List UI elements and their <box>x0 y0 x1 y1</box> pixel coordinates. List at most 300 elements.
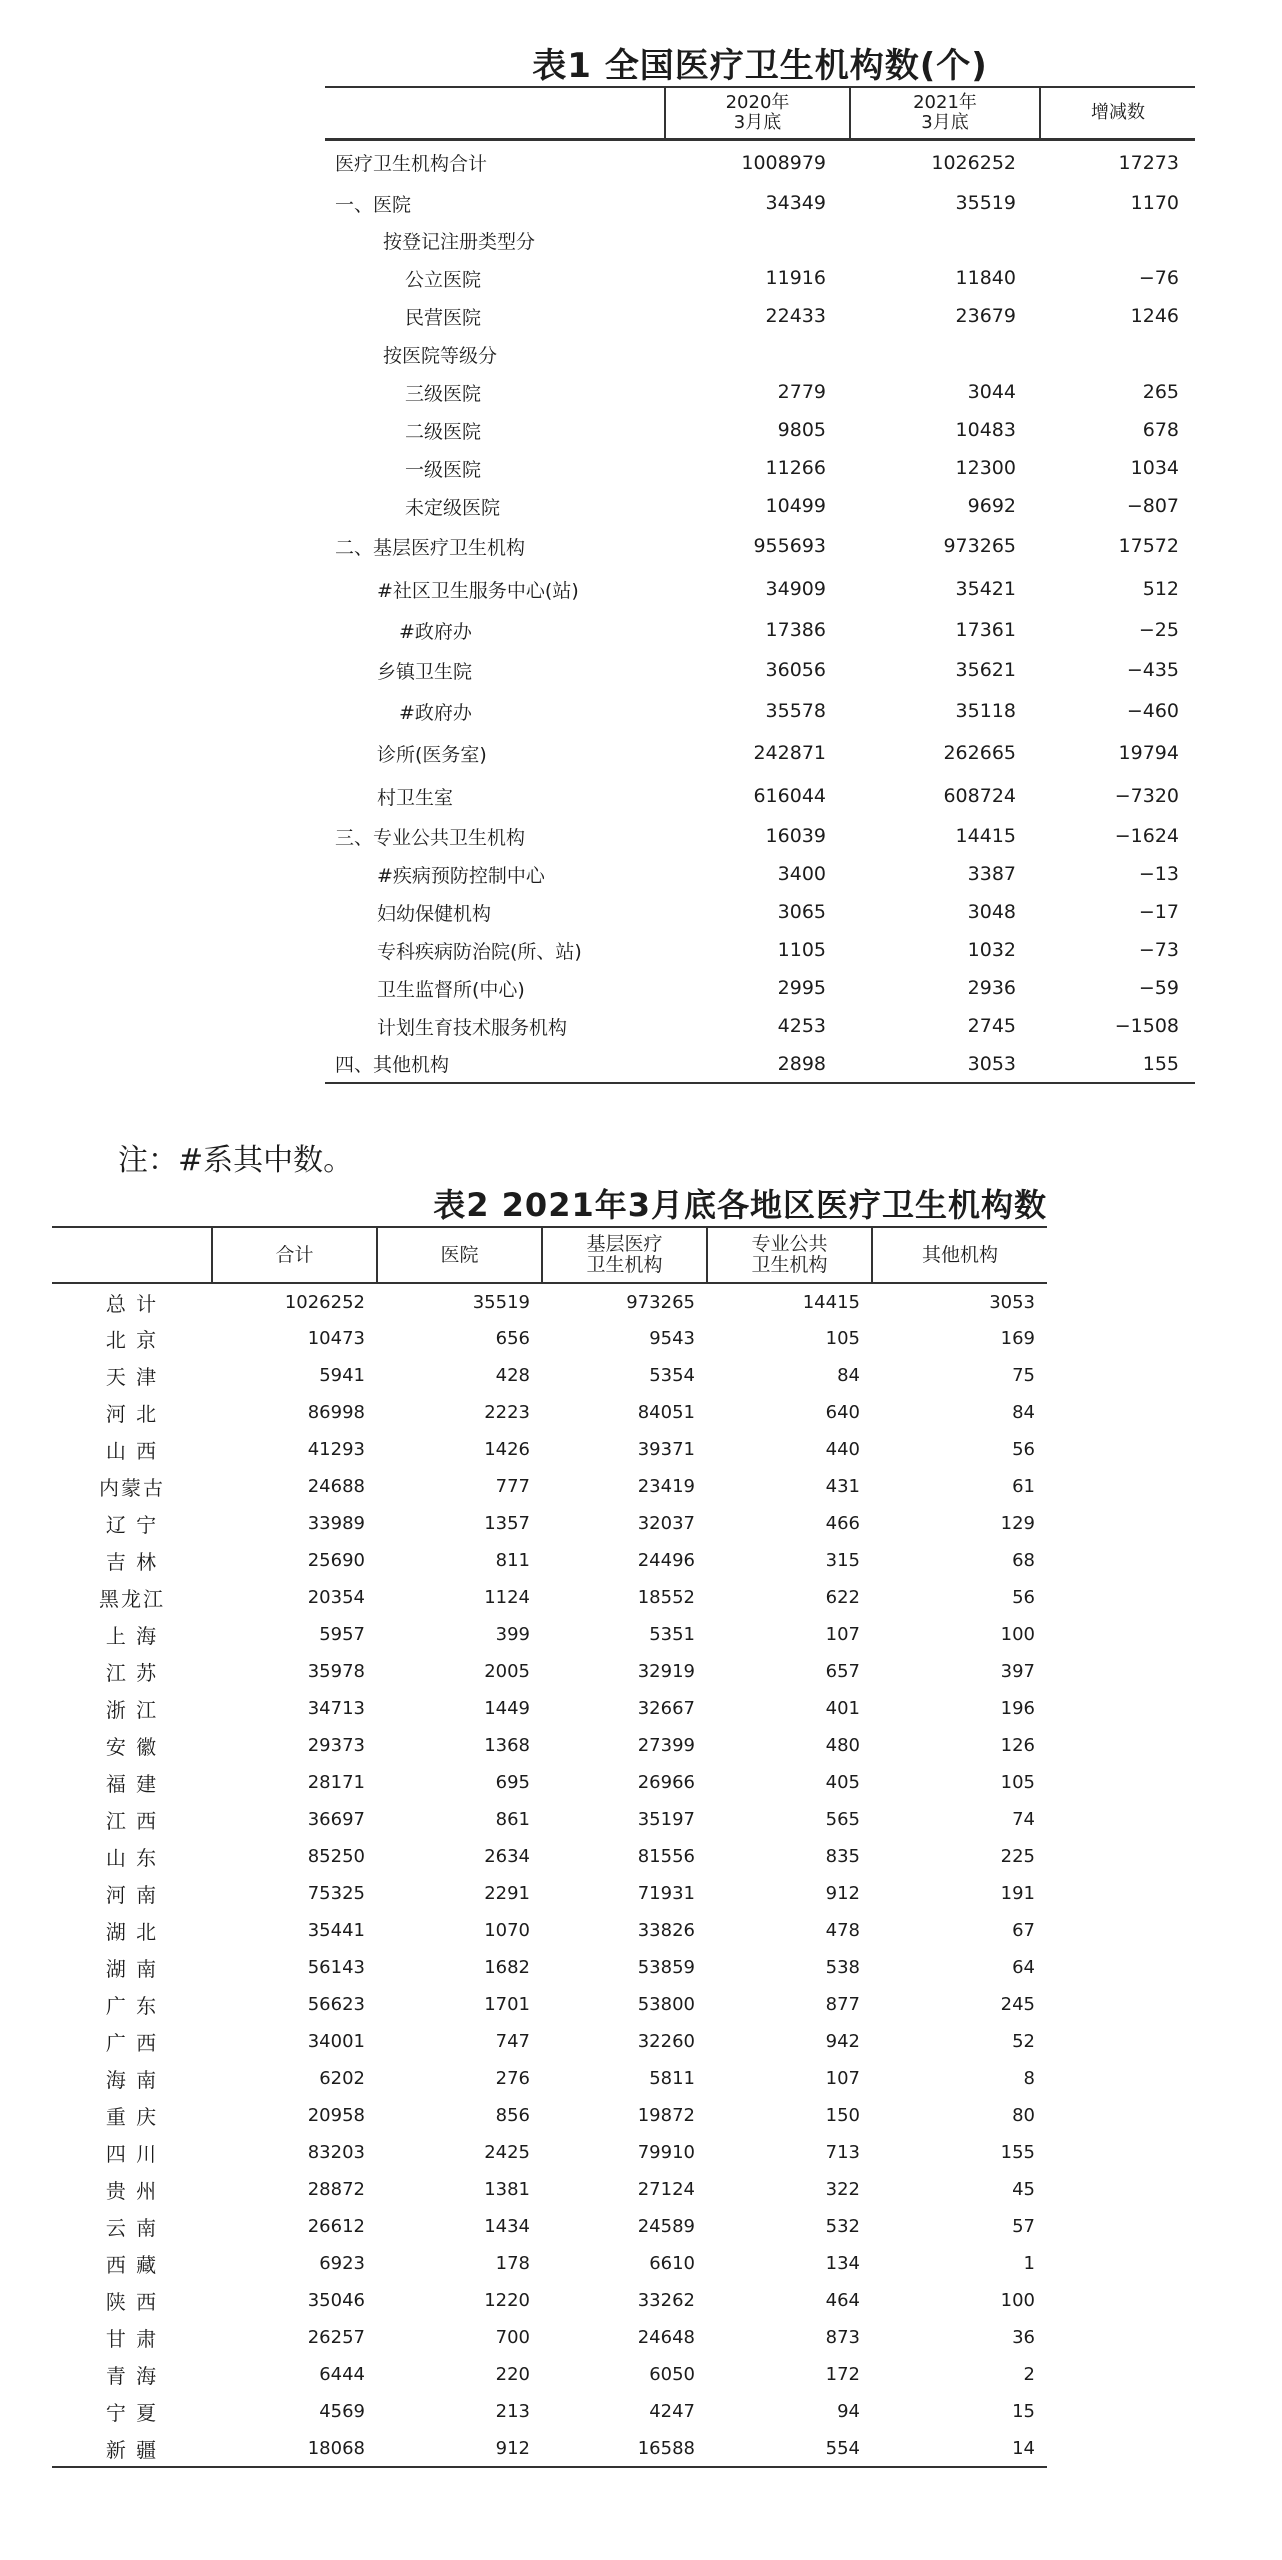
table2-row-region: 青 海 <box>105 2364 159 2388</box>
table1-row <box>325 487 1195 525</box>
table2-cell-public: 172 <box>825 2364 860 2385</box>
table2-cell-hospital: 1220 <box>484 2290 530 2311</box>
table1-row-label: 二级医院 <box>405 420 482 443</box>
table1-row-label: 三、专业公共卫生机构 <box>335 826 526 849</box>
table1-cell-diff: 1034 <box>1130 457 1179 479</box>
table2-row-region: 江 西 <box>105 1809 159 1833</box>
table2-row <box>52 2430 1047 2467</box>
table1-cell-2020: 17386 <box>765 619 826 641</box>
table1-row <box>325 731 1195 775</box>
table2-cell-primary: 16588 <box>542 2430 707 2467</box>
table2-cell-primary: 33262 <box>637 2290 695 2311</box>
table1-cell-2021: 35519 <box>955 192 1016 214</box>
table2-title: 表2 2021年3月底各地区医疗卫生机构数 <box>433 1186 1047 1224</box>
table2-cell-total: 41293 <box>307 1439 365 1460</box>
table2-cell-total: 75325 <box>307 1883 365 1904</box>
table2-cell-primary: 71931 <box>637 1883 695 1904</box>
table2-cell-public: 94 <box>837 2401 860 2422</box>
table1-row <box>325 297 1195 335</box>
table1-cell-2020: 4253 <box>777 1015 826 1037</box>
table2-cell-public: 912 <box>825 1883 860 1904</box>
table1-row-label: #政府办 <box>399 701 472 724</box>
table1-row <box>325 931 1195 969</box>
table2-cell-total: 56143 <box>307 1957 365 1978</box>
table2-row-region: 甘 肃 <box>105 2327 159 2351</box>
table1-row <box>325 185 1195 221</box>
table2-cell-other: 68 <box>1012 1550 1035 1571</box>
table1-row-label: 一、医院 <box>335 193 412 216</box>
table2-row-region: 总 计 <box>105 1291 159 1316</box>
table2-cell-primary: 39371 <box>637 1439 695 1460</box>
table2-cell-public: 431 <box>825 1476 860 1497</box>
table2-cell-hospital: 695 <box>495 1772 530 1793</box>
table2-cell-hospital: 861 <box>495 1809 530 1830</box>
table2-cell-public: 478 <box>825 1920 860 1941</box>
footnote: 注：#系其中数。 <box>118 1143 354 1178</box>
table1-cell-2021: 23679 <box>955 305 1016 327</box>
table1-row-label: 计划生育技术服务机构 <box>377 1016 568 1039</box>
table1-cell-diff: 155 <box>1040 1045 1195 1083</box>
table2-cell-primary: 5811 <box>649 2068 695 2089</box>
table2-row <box>52 1283 1047 1320</box>
table1-header-diff: 增减数 <box>1040 87 1195 139</box>
table2-header-hospital: 医院 <box>377 1227 542 1283</box>
table1-cell-2021: 17361 <box>955 619 1016 641</box>
table1-row-label: 妇幼保健机构 <box>377 902 492 925</box>
table1-row <box>325 335 1195 373</box>
table2-cell-other: 74 <box>1012 1809 1035 1830</box>
table2-cell-primary: 4247 <box>649 2401 695 2422</box>
table2-cell-primary: 18552 <box>637 1587 695 1608</box>
table2-header-public: 专业公共 卫生机构 <box>707 1227 872 1283</box>
table2-cell-hospital: 220 <box>495 2364 530 2385</box>
table2-cell-hospital: 1381 <box>484 2179 530 2200</box>
table2-row-region: 浙 江 <box>105 1698 159 1722</box>
table1-row-label: 三级医院 <box>405 382 482 405</box>
table2-cell-primary: 24496 <box>637 1550 695 1571</box>
table1-cell-2020: 1105 <box>777 939 826 961</box>
table2-cell-hospital: 747 <box>495 2031 530 2052</box>
table2-cell-public: 640 <box>825 1402 860 1423</box>
table2-row-region: 广 西 <box>105 2031 159 2055</box>
table2-cell-hospital: 213 <box>495 2401 530 2422</box>
table2-row-region: 河 北 <box>105 1402 159 1426</box>
table2-cell-hospital: 2291 <box>484 1883 530 1904</box>
table2-cell-other: 2 <box>1023 2364 1035 2385</box>
table2-cell-hospital: 1434 <box>484 2216 530 2237</box>
table1-cell-2020: 2898 <box>665 1045 850 1083</box>
table1-cell-2020: 1008979 <box>741 151 826 174</box>
table2-cell-public: 14415 <box>802 1291 860 1313</box>
table2-row-region: 山 东 <box>105 1846 159 1870</box>
table1-cell-diff: −76 <box>1138 267 1179 289</box>
table2-row <box>52 1801 1047 1838</box>
table2-row <box>52 1986 1047 2023</box>
table2-row-region: 西 藏 <box>105 2253 159 2277</box>
table2-cell-primary: 27124 <box>637 2179 695 2200</box>
table2-row-region: 重 庆 <box>105 2105 159 2129</box>
table1-cell-diff <box>1040 221 1195 259</box>
table2-row <box>52 1690 1047 1727</box>
table2-cell-total: 26257 <box>307 2327 365 2348</box>
table2-cell-other: 100 <box>1000 1624 1035 1645</box>
table2-row <box>52 2097 1047 2134</box>
table2-cell-other: 191 <box>1000 1883 1035 1904</box>
table1-row <box>325 1007 1195 1045</box>
table2-row-region: 吉 林 <box>105 1550 159 1574</box>
table2-cell-public: 401 <box>825 1698 860 1719</box>
table2-cell-hospital: 399 <box>495 1624 530 1645</box>
table2-cell-primary: 19872 <box>637 2105 695 2126</box>
table1-cell-2021: 973265 <box>943 535 1016 557</box>
table2-cell-hospital: 2005 <box>484 1661 530 1682</box>
table2-cell-public: 942 <box>825 2031 860 2052</box>
table2-cell-total: 25690 <box>307 1550 365 1571</box>
table2-cell-other: 126 <box>1000 1735 1035 1756</box>
table2-row <box>52 1542 1047 1579</box>
table2-row-region: 陕 西 <box>105 2290 159 2314</box>
table2-cell-primary: 32919 <box>637 1661 695 1682</box>
table2-cell-hospital: 856 <box>495 2105 530 2126</box>
table2-cell-total: 6923 <box>319 2253 365 2274</box>
table2-row <box>52 1431 1047 1468</box>
table2-cell-hospital: 1701 <box>484 1994 530 2015</box>
table2-cell-public: 84 <box>837 1365 860 1386</box>
table2-cell-other: 67 <box>1012 1920 1035 1941</box>
table1-row <box>325 893 1195 931</box>
table1-row-label: #疾病预防控制中心 <box>377 864 545 887</box>
table1-cell-2020: 616044 <box>753 785 826 807</box>
table2-cell-total: 6202 <box>319 2068 365 2089</box>
table2-header-primary: 基层医疗 卫生机构 <box>542 1227 707 1283</box>
table2-cell-public: 657 <box>825 1661 860 1682</box>
table2-cell-primary: 24589 <box>637 2216 695 2237</box>
table1-cell-diff: −59 <box>1138 977 1179 999</box>
table2-row <box>52 2319 1047 2356</box>
table2-cell-total: 34713 <box>307 1698 365 1719</box>
table2-cell-primary: 53800 <box>637 1994 695 2015</box>
table1-cell-2021: 35621 <box>955 659 1016 681</box>
table2-cell-public: 466 <box>825 1513 860 1534</box>
table2-header-row <box>52 1227 1047 1283</box>
table2-cell-other: 155 <box>1000 2142 1035 2163</box>
table1-cell-2020 <box>665 221 850 259</box>
table2-row-region: 湖 南 <box>105 1957 159 1981</box>
table1-cell-diff: −73 <box>1138 939 1179 961</box>
table1-cell-diff: 17273 <box>1118 151 1179 174</box>
table1-cell-diff: 265 <box>1142 381 1179 403</box>
table1-cell-diff: 512 <box>1142 578 1179 600</box>
table2-cell-other: 169 <box>1000 1328 1035 1349</box>
table2-cell-total: 28872 <box>307 2179 365 2200</box>
table1-cell-2021 <box>850 221 1040 259</box>
table1-row-label: 乡镇卫生院 <box>377 660 473 683</box>
table2-cell-total: 35978 <box>307 1661 365 1682</box>
table2-cell-total: 4569 <box>319 2401 365 2422</box>
table2-row-region: 山 西 <box>105 1439 159 1463</box>
table2-row-region: 内蒙古 <box>99 1476 165 1500</box>
table2-row <box>52 1764 1047 1801</box>
table2-row <box>52 1875 1047 1912</box>
table1-cell-2020: 35578 <box>765 700 826 722</box>
table2-row-region: 黑龙江 <box>99 1587 165 1611</box>
table2-cell-hospital: 2223 <box>484 1402 530 1423</box>
table2-cell-total: 35046 <box>307 2290 365 2311</box>
table2-cell-other: 196 <box>1000 1698 1035 1719</box>
table1-cell-diff: −17 <box>1138 901 1179 923</box>
table1-header-2020: 2020年 3月底 <box>665 87 850 139</box>
table2-row <box>52 1505 1047 1542</box>
table1-row-label: 医疗卫生机构合计 <box>335 153 488 176</box>
table2-cell-other: 129 <box>1000 1513 1035 1534</box>
table1-row-label: 二、基层医疗卫生机构 <box>335 536 526 559</box>
table2-header-other: 其他机构 <box>872 1227 1047 1283</box>
table1-cell-2020: 36056 <box>765 659 826 681</box>
table2-cell-public: 315 <box>825 1550 860 1571</box>
table1-cell-2021: 608724 <box>943 785 1016 807</box>
table2-cell-other: 15 <box>1012 2401 1035 2422</box>
table1-row-label: 诊所(医务室) <box>377 743 487 766</box>
table2-cell-hospital: 2634 <box>484 1846 530 1867</box>
table1-row <box>325 649 1195 691</box>
table2-cell-total: 83203 <box>307 2142 365 2163</box>
table2-cell-other: 80 <box>1012 2105 1035 2126</box>
table2-cell-total: 18068 <box>212 2430 377 2467</box>
table2-cell-hospital: 1070 <box>484 1920 530 1941</box>
table2-cell-public: 105 <box>825 1328 860 1349</box>
table1-row <box>325 525 1195 567</box>
table1-cell-2020: 2779 <box>777 381 826 403</box>
table2-cell-other: 225 <box>1000 1846 1035 1867</box>
table2-cell-hospital: 428 <box>495 1365 530 1386</box>
table1-row <box>325 221 1195 259</box>
table2 <box>52 1226 1047 2468</box>
table2-row <box>52 2023 1047 2060</box>
table1-row-label: 未定级医院 <box>405 496 501 519</box>
table1-cell-2021: 12300 <box>955 457 1016 479</box>
table1-row <box>325 691 1195 731</box>
table2-cell-hospital: 1426 <box>484 1439 530 1460</box>
table2-cell-public: 877 <box>825 1994 860 2015</box>
table2-cell-other: 64 <box>1012 1957 1035 1978</box>
table2-cell-other: 100 <box>1000 2290 1035 2311</box>
table2-row-region: 天 津 <box>105 1365 159 1389</box>
table2-cell-primary: 5351 <box>649 1624 695 1645</box>
table1-cell-diff: 19794 <box>1118 742 1179 764</box>
table2-row-region: 云 南 <box>105 2216 159 2240</box>
table1-cell-2020: 3400 <box>777 863 826 885</box>
table1-cell-2021: 35118 <box>955 700 1016 722</box>
table1-header-row <box>325 87 1195 139</box>
table2-cell-total: 85250 <box>307 1846 365 1867</box>
table1-cell-2020: 10499 <box>765 495 826 517</box>
table2-cell-primary: 84051 <box>637 1402 695 1423</box>
table1-cell-2021: 3048 <box>967 901 1016 923</box>
table1-cell-diff: 17572 <box>1118 535 1179 557</box>
table2-row <box>52 1468 1047 1505</box>
table2-cell-other: 36 <box>1012 2327 1035 2348</box>
table2-row-region: 湖 北 <box>105 1920 159 1944</box>
table2-cell-hospital: 276 <box>495 2068 530 2089</box>
table2-cell-primary: 35197 <box>637 1809 695 1830</box>
table2-cell-other: 245 <box>1000 1994 1035 2015</box>
table2-cell-hospital: 912 <box>377 2430 542 2467</box>
table1-row <box>325 969 1195 1007</box>
table1-cell-2020: 16039 <box>765 825 826 847</box>
table2-row-region: 福 建 <box>105 1772 159 1796</box>
table1-cell-2021: 14415 <box>955 825 1016 847</box>
table1-row-label: 公立医院 <box>405 268 482 291</box>
table1-cell-2020: 34909 <box>765 578 826 600</box>
table1-row-label: 一级医院 <box>405 458 482 481</box>
table2-cell-total: 33989 <box>307 1513 365 1534</box>
table1-cell-diff: −7320 <box>1114 785 1179 807</box>
table1-cell-2020: 22433 <box>765 305 826 327</box>
table1-title: 表1 全国医疗卫生机构数(个) <box>532 46 988 86</box>
table1-cell-diff: −25 <box>1138 619 1179 641</box>
table2-row <box>52 1838 1047 1875</box>
table1-cell-2021 <box>850 335 1040 373</box>
table2-row-region: 上 海 <box>105 1624 159 1648</box>
table2-row <box>52 2245 1047 2282</box>
table2-row-region: 江 苏 <box>105 1661 159 1685</box>
table2-cell-primary: 26966 <box>637 1772 695 1793</box>
table2-row <box>52 1579 1047 1616</box>
table2-cell-hospital: 811 <box>495 1550 530 1571</box>
table1-cell-2021: 9692 <box>967 495 1016 517</box>
table1-cell-2021: 2745 <box>967 1015 1016 1037</box>
table2-cell-public: 405 <box>825 1772 860 1793</box>
table2-cell-total: 6444 <box>319 2364 365 2385</box>
table1-row <box>325 775 1195 817</box>
table2-cell-public: 554 <box>707 2430 872 2467</box>
table2-cell-total: 26612 <box>307 2216 365 2237</box>
table2-row <box>52 2282 1047 2319</box>
table1-row-label: 四、其他机构 <box>325 1045 665 1083</box>
table2-cell-other: 45 <box>1012 2179 1035 2200</box>
table2-row <box>52 1949 1047 1986</box>
table2-cell-public: 713 <box>825 2142 860 2163</box>
table2-header-total: 合计 <box>212 1227 377 1283</box>
table2-cell-primary: 6610 <box>649 2253 695 2274</box>
table2-cell-total: 34001 <box>307 2031 365 2052</box>
table1-row <box>325 411 1195 449</box>
table2-cell-total: 5957 <box>319 1624 365 1645</box>
table2-cell-total: 5941 <box>319 1365 365 1386</box>
table2-cell-other: 397 <box>1000 1661 1035 1682</box>
table2-cell-public: 107 <box>825 2068 860 2089</box>
table2-cell-public: 322 <box>825 2179 860 2200</box>
table1-row <box>325 855 1195 893</box>
table1-cell-diff: −1508 <box>1114 1015 1179 1037</box>
table2-row-region: 河 南 <box>105 1883 159 1907</box>
table2-header-region <box>52 1227 212 1283</box>
table2-cell-other: 61 <box>1012 1476 1035 1497</box>
table2-cell-primary: 81556 <box>637 1846 695 1867</box>
table1-cell-2021: 1026252 <box>931 151 1016 174</box>
table2-row-region: 贵 州 <box>105 2179 159 2203</box>
table1-row <box>325 373 1195 411</box>
table2-row-region: 辽 宁 <box>105 1513 159 1537</box>
table2-cell-primary: 24648 <box>637 2327 695 2348</box>
table1-cell-2020: 3065 <box>777 901 826 923</box>
table1-row <box>325 611 1195 649</box>
table2-row <box>52 2393 1047 2430</box>
table2-row-region: 广 东 <box>105 1994 159 2018</box>
table2-cell-primary: 79910 <box>637 2142 695 2163</box>
table1-cell-diff: −13 <box>1138 863 1179 885</box>
table2-cell-total: 10473 <box>307 1328 365 1349</box>
table1-cell-2020: 11266 <box>765 457 826 479</box>
table2-cell-other: 56 <box>1012 1439 1035 1460</box>
table1-row-label: 村卫生室 <box>377 786 454 809</box>
table2-row <box>52 1394 1047 1431</box>
table2-cell-hospital: 656 <box>495 1328 530 1349</box>
table2-cell-primary: 23419 <box>637 1476 695 1497</box>
table2-cell-hospital: 35519 <box>472 1291 530 1313</box>
table2-cell-other: 3053 <box>989 1291 1035 1313</box>
table2-cell-public: 565 <box>825 1809 860 1830</box>
table2-cell-primary: 33826 <box>637 1920 695 1941</box>
table1-header-label <box>325 87 665 139</box>
table1-cell-2020: 34349 <box>765 192 826 214</box>
table2-row <box>52 1616 1047 1653</box>
table1-row-label: 民营医院 <box>405 306 482 329</box>
table1-row <box>325 817 1195 855</box>
table2-cell-public: 622 <box>825 1587 860 1608</box>
table1-cell-2021: 11840 <box>955 267 1016 289</box>
table2-row-region: 宁 夏 <box>105 2401 159 2425</box>
table1-cell-2021: 3387 <box>967 863 1016 885</box>
table2-cell-hospital: 2425 <box>484 2142 530 2163</box>
table2-cell-public: 873 <box>825 2327 860 2348</box>
table1-cell-diff: −1624 <box>1114 825 1179 847</box>
table1-cell-2020 <box>665 335 850 373</box>
table2-cell-total: 86998 <box>307 1402 365 1423</box>
table2-cell-other: 57 <box>1012 2216 1035 2237</box>
table2-cell-hospital: 1357 <box>484 1513 530 1534</box>
table1-cell-2021: 3044 <box>967 381 1016 403</box>
table1-cell-diff: 1246 <box>1130 305 1179 327</box>
table2-cell-public: 134 <box>825 2253 860 2274</box>
table2-cell-other: 105 <box>1000 1772 1035 1793</box>
table2-cell-hospital: 178 <box>495 2253 530 2274</box>
table1-cell-2021: 10483 <box>955 419 1016 441</box>
table1-row <box>325 259 1195 297</box>
table2-cell-total: 1026252 <box>284 1291 365 1313</box>
table1-row <box>325 449 1195 487</box>
table2-cell-other: 14 <box>872 2430 1047 2467</box>
table1-row <box>325 567 1195 611</box>
table1-row-label: #社区卫生服务中心(站) <box>377 579 579 602</box>
table2-row <box>52 1727 1047 1764</box>
table1-cell-2021: 2936 <box>967 977 1016 999</box>
table1-cell-2021: 1032 <box>967 939 1016 961</box>
table2-cell-public: 480 <box>825 1735 860 1756</box>
table2-cell-total: 56623 <box>307 1994 365 2015</box>
table2-row-region: 海 南 <box>105 2068 159 2092</box>
table2-cell-primary: 6050 <box>649 2364 695 2385</box>
table2-cell-primary: 5354 <box>649 1365 695 1386</box>
table1-header-2021: 2021年 3月底 <box>850 87 1040 139</box>
table2-cell-total: 20354 <box>307 1587 365 1608</box>
table2-cell-total: 24688 <box>307 1476 365 1497</box>
table2-cell-primary: 32037 <box>637 1513 695 1534</box>
table1-row <box>325 139 1195 185</box>
table2-cell-primary: 32260 <box>637 2031 695 2052</box>
table2-row-region: 四 川 <box>105 2142 159 2166</box>
table1-cell-diff: 1170 <box>1130 192 1179 214</box>
